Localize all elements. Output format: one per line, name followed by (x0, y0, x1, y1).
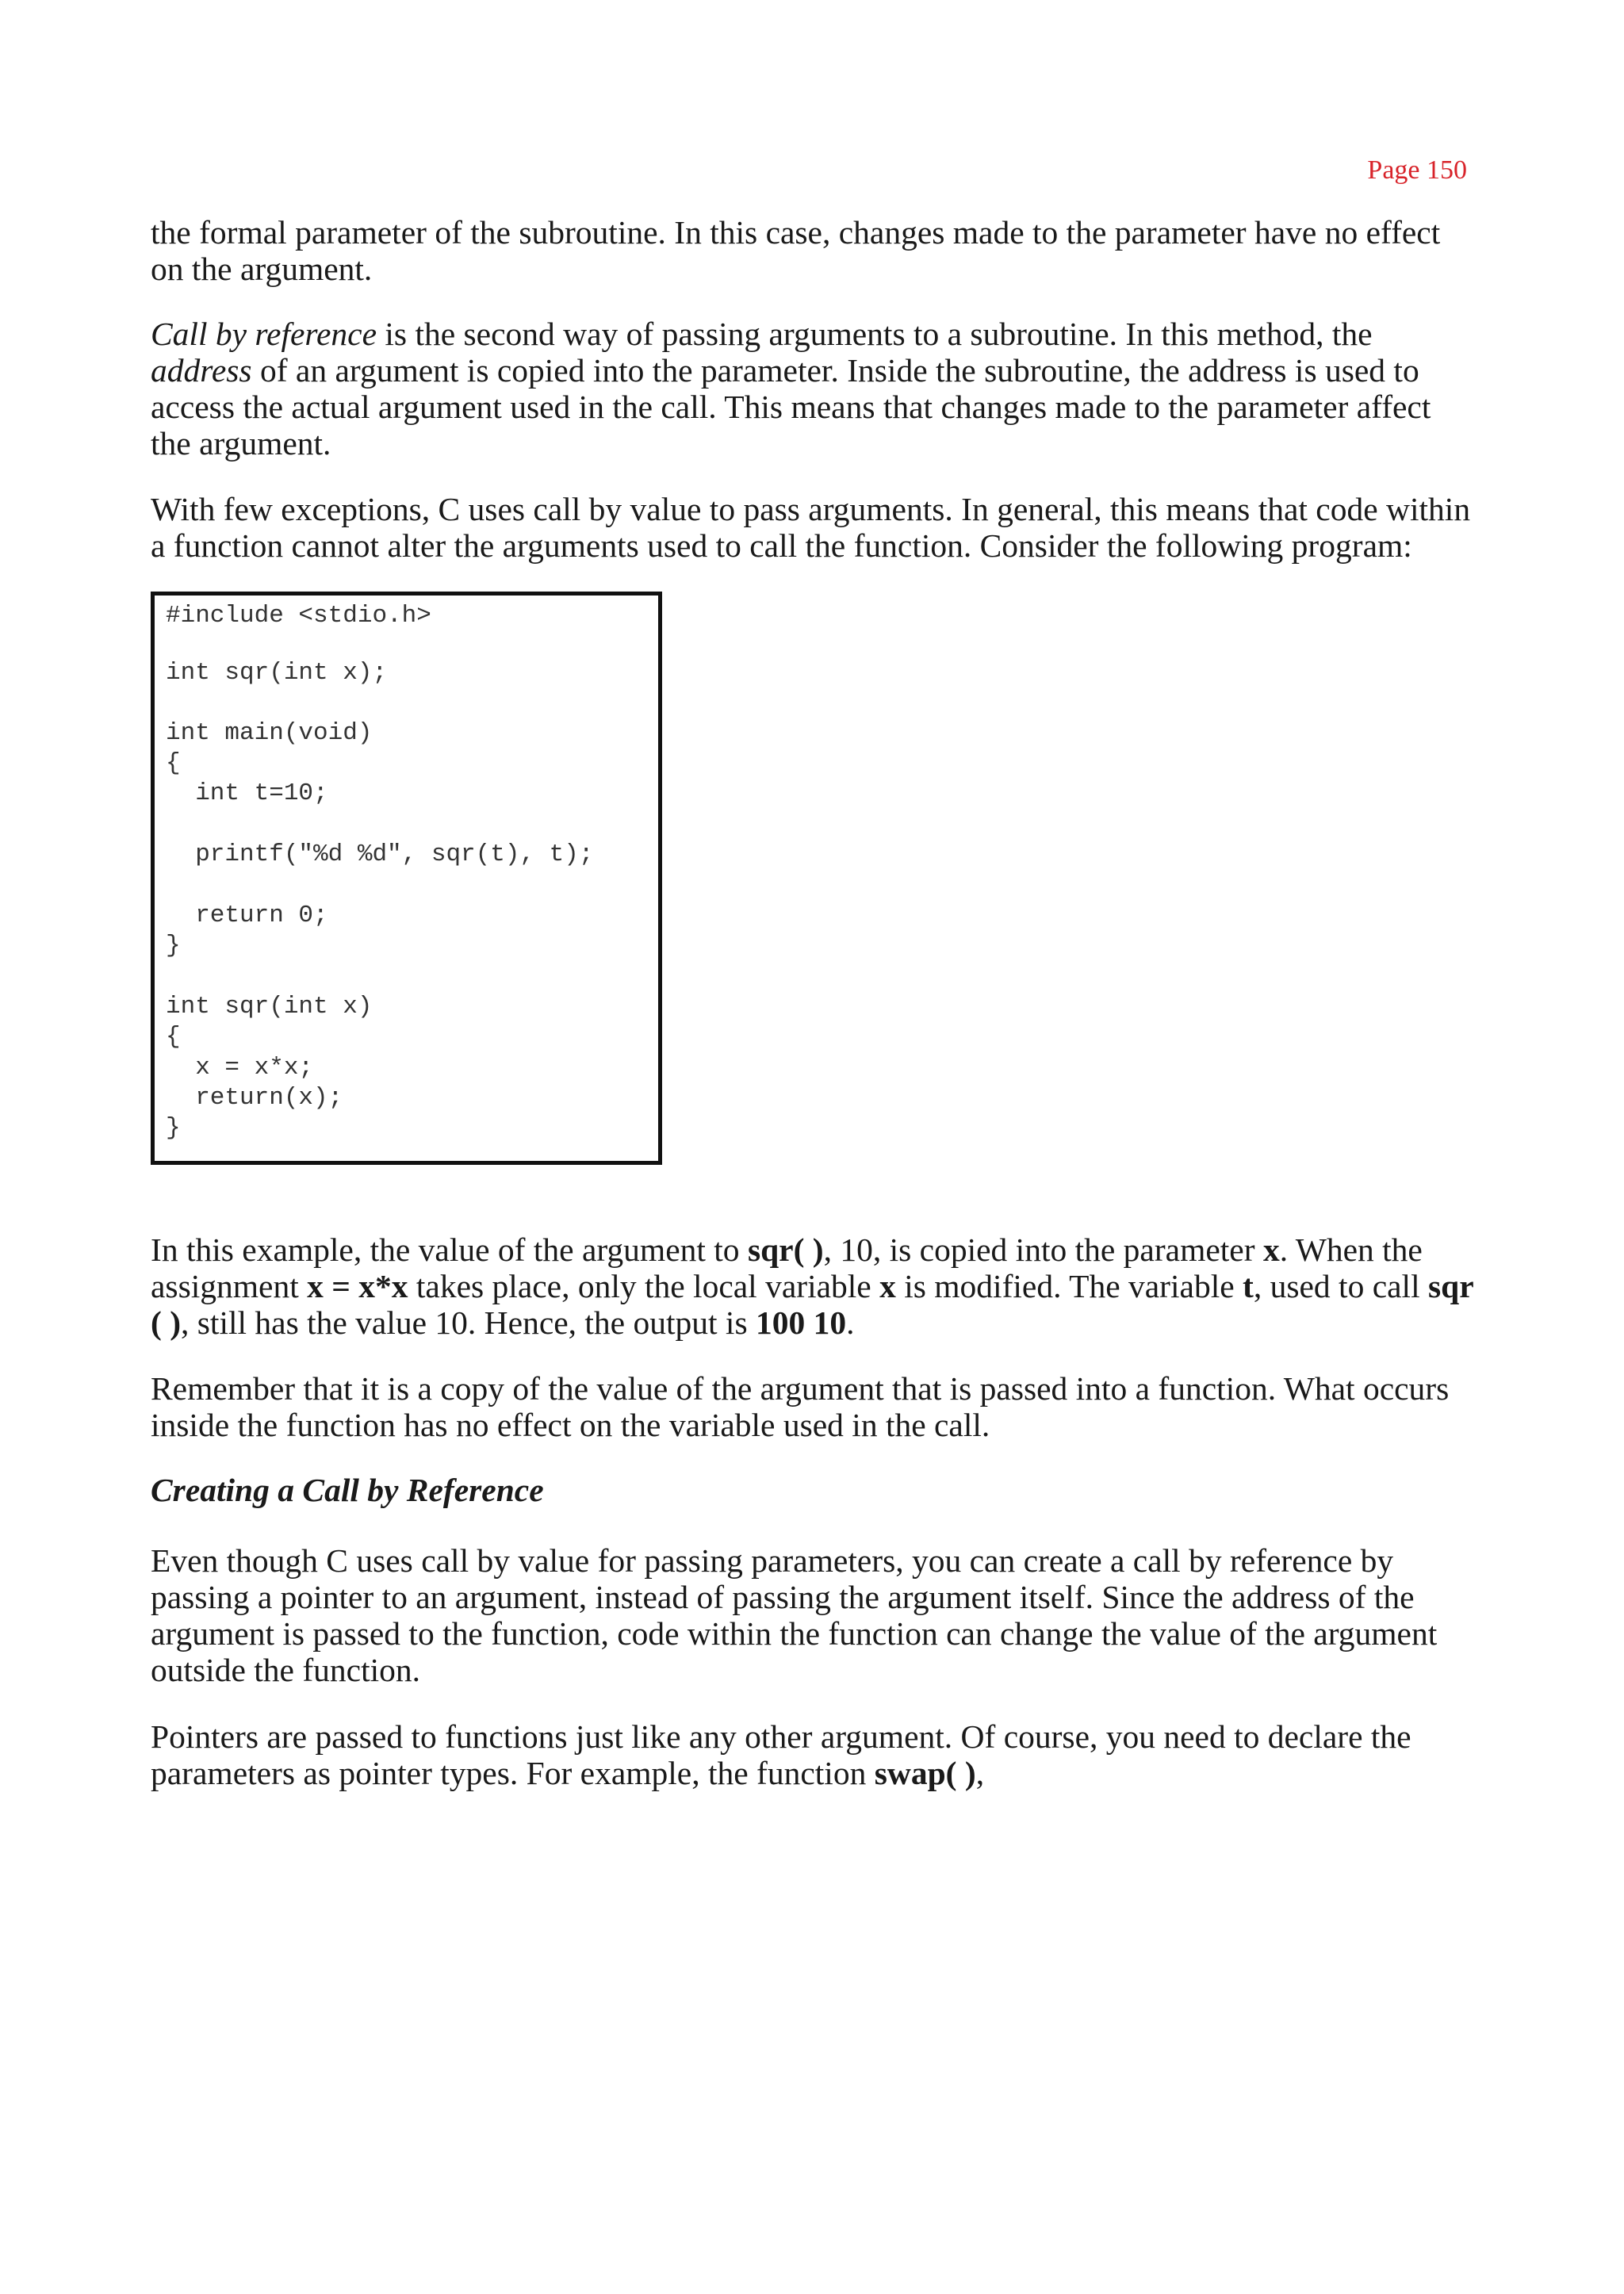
code-line: int main(void) (166, 719, 373, 747)
code-line: } (166, 932, 181, 959)
text-run: Pointers are passed to functions just like any other argument. Of course, you need to declare the parameters as pointer types. For example, the function (151, 1718, 1419, 1791)
paragraph-c-uses-call-by-value: With few exceptions, C uses call by value to pass arguments. In general, this means that code within a function cannot alter the arguments used to call the function. Consider the following program: (151, 491, 1471, 564)
code-ref: sqr ( ) (151, 1268, 1482, 1341)
code-line: printf("%d %d", sqr(t), t); (166, 841, 594, 868)
code-ref: x = x*x (307, 1268, 408, 1304)
paragraph-pointer-types (151, 1718, 1475, 1791)
text-run: , (975, 1755, 985, 1791)
text-run: . When the assignment (151, 1231, 1431, 1304)
text-run: is the second way of passing arguments to a subroutine. In this method, the (377, 316, 1381, 352)
text-run: of an argument is copied into the parameter. Inside the subroutine, the address is used to access the actual argument used in the call. This means that changes made to the parameter affect the argument. (151, 352, 1439, 461)
code-line: #include <stdio.h> (166, 602, 431, 630)
code-line: return(x); (166, 1084, 343, 1112)
code-line: x = x*x; (166, 1054, 314, 1082)
text-run: , still has the value 10. Hence, the output is (181, 1304, 756, 1341)
code-line: } (166, 1114, 181, 1142)
paragraph-copy-of-value: Remember that it is a copy of the value of the argument that is passed into a function. What occurs inside the function has no effect on the variable used in the call. (151, 1370, 1450, 1443)
code-listing (151, 592, 662, 1165)
text-run: , used to call (1253, 1268, 1428, 1304)
paragraph-example-explanation (151, 1231, 1482, 1341)
code-ref: x (1262, 1231, 1280, 1268)
page-number: Page 150 (1367, 155, 1467, 185)
code-ref: 100 10 (755, 1304, 847, 1341)
code-ref: t (1243, 1268, 1254, 1304)
text-run: . (846, 1304, 855, 1341)
text-run: , 10, is copied into the parameter (823, 1231, 1263, 1268)
text-run: takes place, only the local variable (408, 1268, 880, 1304)
term-address: address (151, 352, 252, 389)
text-run: is modified. The variable (895, 1268, 1243, 1304)
code-line: { (166, 1023, 181, 1051)
code-ref: x (879, 1268, 896, 1304)
paragraph-pointer-argument: Even though C uses call by value for passing parameters, you can create a call by reference by passing a pointer to an argument, instead of passing the argument itself. Since the address of the argument is passed to the function, code within the function can change the value of the argument outside the function. (151, 1542, 1438, 1688)
code-ref: sqr( ) (747, 1231, 824, 1268)
code-line: { (166, 749, 181, 777)
term-call-by-reference: Call by reference (151, 316, 377, 352)
code-line: return 0; (166, 902, 328, 929)
paragraph-call-by-reference (151, 316, 1475, 461)
code-line: int sqr(int x); (166, 659, 388, 687)
text-run: In this example, the value of the argument to (151, 1231, 748, 1268)
code-line: int sqr(int x) (166, 993, 373, 1021)
code-line: int t=10; (166, 779, 328, 807)
section-heading: Creating a Call by Reference (151, 1472, 544, 1508)
paragraph-call-by-value-end: the formal parameter of the subroutine. In this case, changes made to the parameter have no effect on the argument. (151, 214, 1441, 287)
code-ref: swap( ) (874, 1755, 976, 1791)
